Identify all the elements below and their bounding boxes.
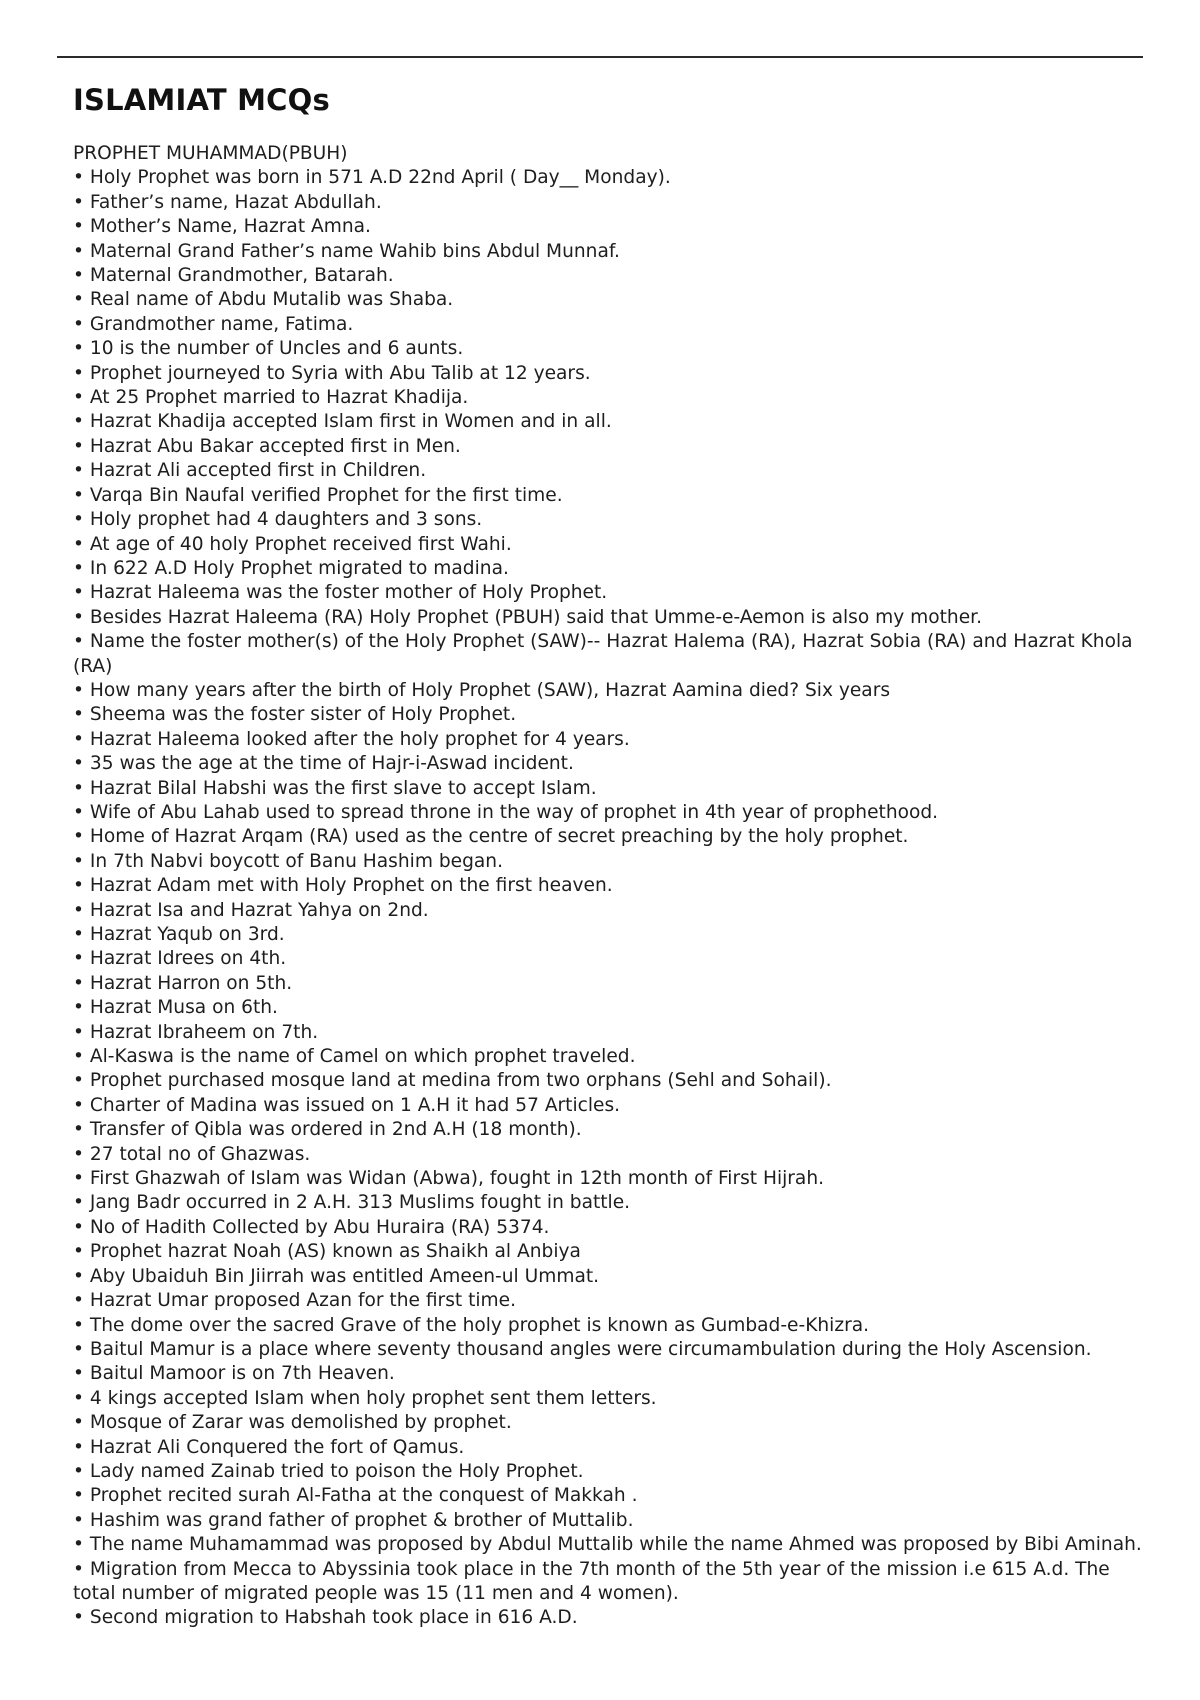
- fact-item: • Charter of Madina was issued on 1 A.H it had 57 Articles.: [73, 1094, 1153, 1118]
- fact-item: • 10 is the number of Uncles and 6 aunts.: [73, 337, 1153, 361]
- fact-item: • Mosque of Zarar was demolished by prophet.: [73, 1411, 1153, 1435]
- fact-item: • Hazrat Musa on 6th.: [73, 996, 1153, 1020]
- fact-list: [73, 166, 1153, 1630]
- fact-item: • Hazrat Harron on 5th.: [73, 972, 1153, 996]
- fact-item: • Hazrat Ali Conquered the fort of Qamus.: [73, 1436, 1153, 1460]
- fact-item: • Hazrat Khadija accepted Islam first in Women and in all.: [73, 410, 1153, 434]
- fact-item: • Al-Kaswa is the name of Camel on which prophet traveled.: [73, 1045, 1153, 1069]
- fact-item: • At age of 40 holy Prophet received first Wahi.: [73, 533, 1153, 557]
- fact-item: • How many years after the birth of Holy Prophet (SAW), Hazrat Aamina died? Six years: [73, 679, 1153, 703]
- fact-item: • Hazrat Haleema was the foster mother of Holy Prophet.: [73, 581, 1153, 605]
- fact-item: • 27 total no of Ghazwas.: [73, 1143, 1153, 1167]
- fact-item: • Prophet hazrat Noah (AS) known as Shaikh al Anbiya: [73, 1240, 1153, 1264]
- fact-item: • The dome over the sacred Grave of the holy prophet is known as Gumbad-e-Khizra.: [73, 1314, 1153, 1338]
- fact-item: • Maternal Grand Father’s name Wahib bins Abdul Munnaf.: [73, 240, 1153, 264]
- fact-item: • Mother’s Name, Hazrat Amna.: [73, 215, 1153, 239]
- fact-item: • Holy prophet had 4 daughters and 3 sons.: [73, 508, 1153, 532]
- document-body: [73, 142, 1153, 1631]
- fact-item: • At 25 Prophet married to Hazrat Khadija.: [73, 386, 1153, 410]
- fact-item: • Hazrat Abu Bakar accepted first in Men.: [73, 435, 1153, 459]
- fact-item: • Prophet journeyed to Syria with Abu Talib at 12 years.: [73, 362, 1153, 386]
- fact-item: • Hazrat Yaqub on 3rd.: [73, 923, 1153, 947]
- fact-item: • In 622 A.D Holy Prophet migrated to madina.: [73, 557, 1153, 581]
- fact-item: • 35 was the age at the time of Hajr-i-Aswad incident.: [73, 752, 1153, 776]
- fact-item: • First Ghazwah of Islam was Widan (Abwa), fought in 12th month of First Hijrah.: [73, 1167, 1153, 1191]
- fact-item: • In 7th Nabvi boycott of Banu Hashim began.: [73, 850, 1153, 874]
- fact-item: • Second migration to Habshah took place in 616 A.D.: [73, 1606, 1153, 1630]
- fact-item: • Hashim was grand father of prophet & brother of Muttalib.: [73, 1509, 1153, 1533]
- fact-item: • Lady named Zainab tried to poison the Holy Prophet.: [73, 1460, 1153, 1484]
- fact-item: • The name Muhamammad was proposed by Abdul Muttalib while the name Ahmed was proposed by Bibi Aminah.: [73, 1533, 1153, 1557]
- fact-item: • Wife of Abu Lahab used to spread throne in the way of prophet in 4th year of prophethood.: [73, 801, 1153, 825]
- fact-item: • Aby Ubaiduh Bin Jiirrah was entitled Ameen-ul Ummat.: [73, 1265, 1153, 1289]
- fact-item: • Name the foster mother(s) of the Holy Prophet (SAW)-- Hazrat Halema (RA), Hazrat Sobia (RA) and Hazrat Khola (RA): [73, 630, 1153, 679]
- fact-item: • Real name of Abdu Mutalib was Shaba.: [73, 288, 1153, 312]
- page-title: ISLAMIAT MCQs: [73, 83, 330, 117]
- fact-item: • Maternal Grandmother, Batarah.: [73, 264, 1153, 288]
- fact-item: • Jang Badr occurred in 2 A.H. 313 Muslims fought in battle.: [73, 1191, 1153, 1215]
- fact-item: • Sheema was the foster sister of Holy Prophet.: [73, 703, 1153, 727]
- fact-item: • Migration from Mecca to Abyssinia took place in the 7th month of the 5th year of the mission i.e 615 A.d. The total number of migrated people was 15 (11 men and 4 women).: [73, 1558, 1153, 1607]
- fact-item: • Hazrat Ibraheem on 7th.: [73, 1021, 1153, 1045]
- fact-item: • Prophet recited surah Al-Fatha at the conquest of Makkah .: [73, 1484, 1153, 1508]
- fact-item: • Transfer of Qibla was ordered in 2nd A.H (18 month).: [73, 1118, 1153, 1142]
- fact-item: • Grandmother name, Fatima.: [73, 313, 1153, 337]
- fact-item: • Varqa Bin Naufal verified Prophet for the first time.: [73, 484, 1153, 508]
- fact-item: • Hazrat Adam met with Holy Prophet on the first heaven.: [73, 874, 1153, 898]
- section-heading: PROPHET MUHAMMAD(PBUH): [73, 143, 348, 164]
- fact-item: • Hazrat Idrees on 4th.: [73, 947, 1153, 971]
- fact-item: • Hazrat Haleema looked after the holy prophet for 4 years.: [73, 728, 1153, 752]
- fact-item: • Prophet purchased mosque land at medina from two orphans (Sehl and Sohail).: [73, 1069, 1153, 1093]
- fact-item: • Hazrat Isa and Hazrat Yahya on 2nd.: [73, 899, 1153, 923]
- fact-item: • Hazrat Bilal Habshi was the first slave to accept Islam.: [73, 777, 1153, 801]
- fact-item: • 4 kings accepted Islam when holy prophet sent them letters.: [73, 1387, 1153, 1411]
- fact-item: • Baitul Mamoor is on 7th Heaven.: [73, 1362, 1153, 1386]
- fact-item: • No of Hadith Collected by Abu Huraira (RA) 5374.: [73, 1216, 1153, 1240]
- fact-item: • Holy Prophet was born in 571 A.D 22nd April ( Day__ Monday).: [73, 166, 1153, 190]
- top-divider: [57, 56, 1143, 58]
- fact-item: • Hazrat Umar proposed Azan for the first time.: [73, 1289, 1153, 1313]
- fact-item: • Baitul Mamur is a place where seventy thousand angles were circumambulation during the Holy Ascension.: [73, 1338, 1153, 1362]
- fact-item: • Father’s name, Hazat Abdullah.: [73, 191, 1153, 215]
- fact-item: • Hazrat Ali accepted first in Children.: [73, 459, 1153, 483]
- fact-item: • Home of Hazrat Arqam (RA) used as the centre of secret preaching by the holy prophet.: [73, 825, 1153, 849]
- fact-item: • Besides Hazrat Haleema (RA) Holy Prophet (PBUH) said that Umme-e-Aemon is also my mother.: [73, 606, 1153, 630]
